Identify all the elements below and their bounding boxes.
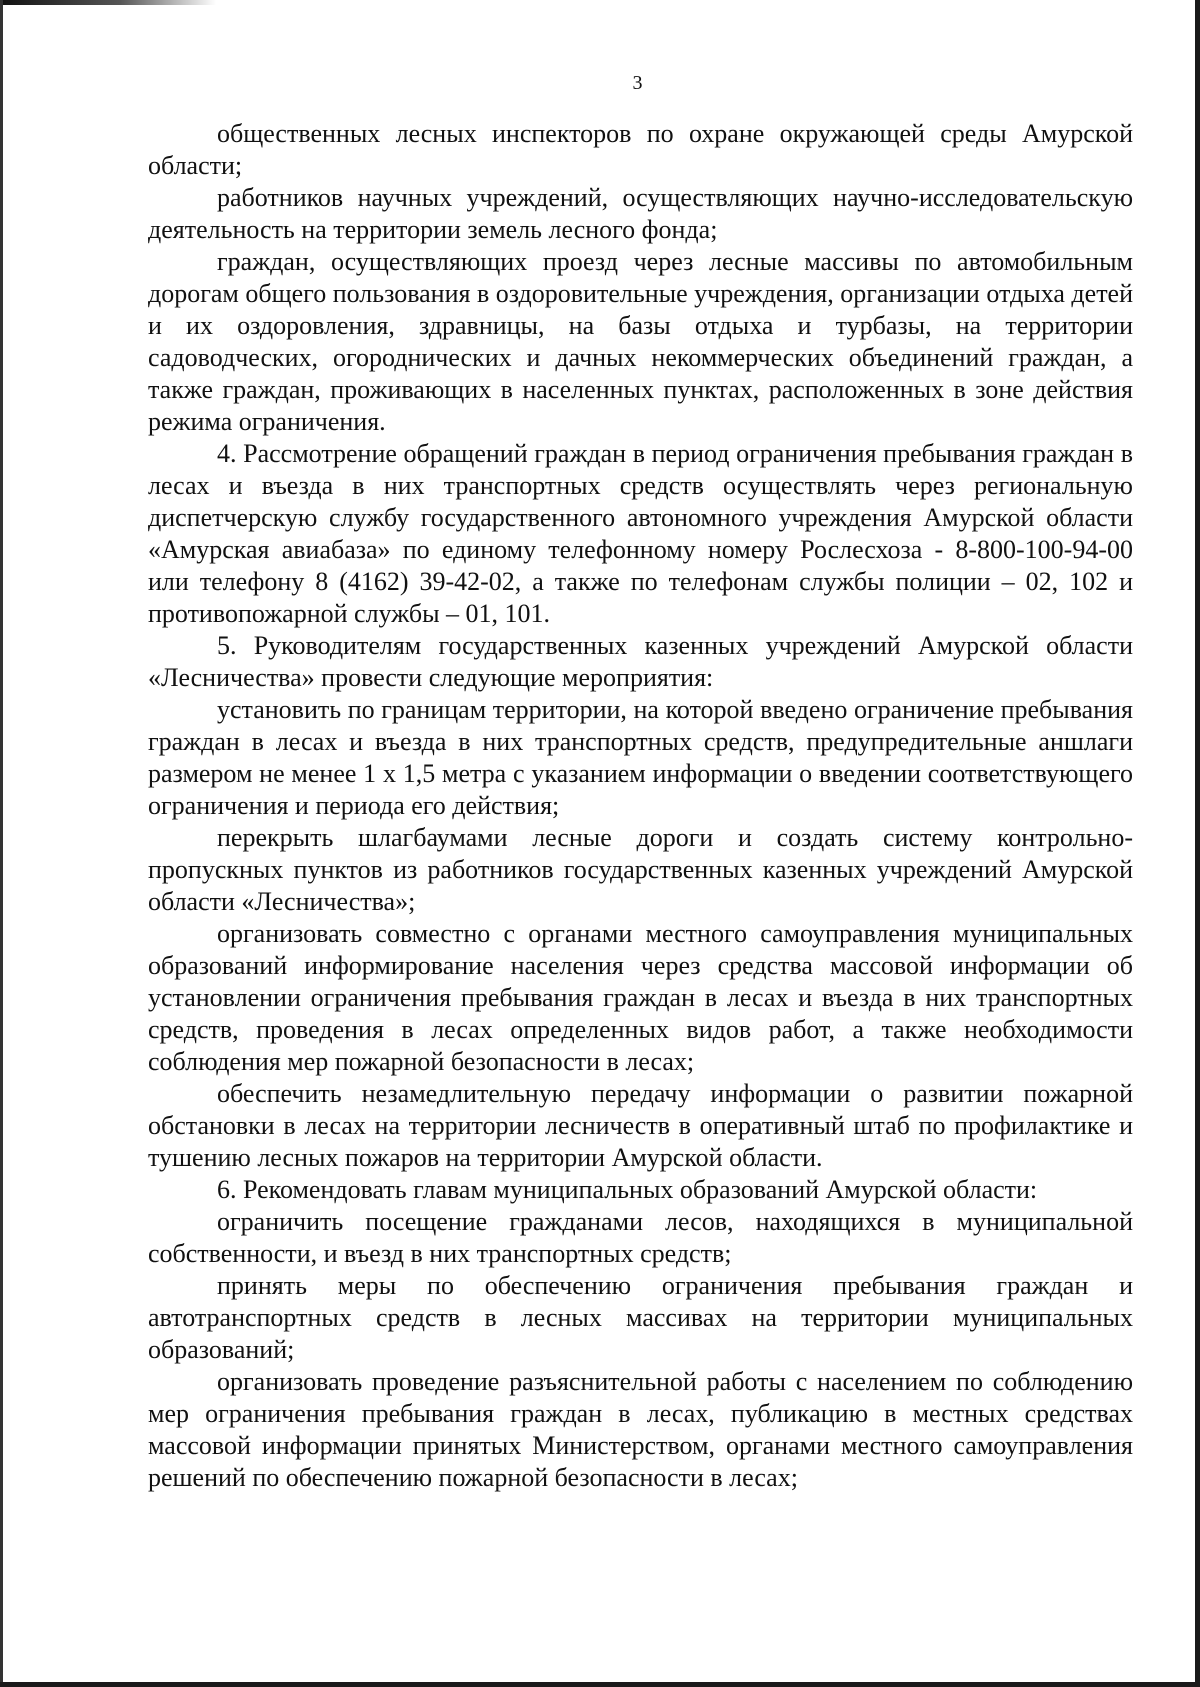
paragraph-item-6: 6. Рекомендовать главам муниципальных образований Амурской области: [217, 1175, 1038, 1204]
paragraph-block-roads: перекрыть шлагбаумами лесные дороги и создать систему контрольно-пропускных пунктов из работников государственных казенных учреждений Амурской области «Лесничества»; [148, 823, 1133, 916]
scan-edge-left [0, 0, 3, 1687]
paragraph-item-5: 5. Руководителям государственных казенных учреждений Амурской области «Лесничества» провести следующие мероприятия: [148, 631, 1133, 692]
scan-edge-top [0, 0, 1200, 5]
paragraph-inform-population: организовать совместно с органами местного самоуправления муниципальных образований информирование населения через средства массовой информации об установлении ограничения пребывания граждан в лесах и въезда в них транспортных средств, проведения в лесах определенных видов работ, а также необходимости соблюдения мер пожарной безопасности в лесах; [148, 919, 1133, 1076]
paragraph-install-signs: установить по границам территории, на которой введено ограничение пребывания граждан в лесах и въезда в них транспортных средств, предупредительные аншлаги размером не менее 1 х 1,5 метра с указанием информации о введении соответствующего ограничения и периода его действия; [148, 695, 1133, 820]
paragraph-transfer-information: обеспечить незамедлительную передачу информации о развитии пожарной обстановки в лесах на территории лесничеств в оперативный штаб по профилактике и тушению лесных пожаров на территории Амурской области. [148, 1079, 1133, 1172]
paragraph-forest-inspectors: общественных лесных инспекторов по охране окружающей среды Амурской области; [148, 119, 1133, 180]
page-number: 3 [632, 72, 643, 94]
paragraph-citizens-transit: граждан, осуществляющих проезд через лесные массивы по автомобильным дорогам общего пользования в оздоровительные учреждения, организации отдыха детей и их оздоровления, здравницы, на базы отдыха и турбазы, на территории садоводческих, огороднических и дачных некоммерческих объединений граждан, а также граждан, проживающих в населенных пунктах, расположенных в зоне действия режима ограничения. [148, 247, 1134, 436]
paragraph-limit-visits: ограничить посещение гражданами лесов, находящихся в муниципальной собственности, и въезд в них транспортных средств; [148, 1207, 1133, 1268]
paragraph-research-workers: работников научных учреждений, осуществляющих научно-исследовательскую деятельность на территории земель лесного фонда; [148, 183, 1133, 244]
paragraph-take-measures: принять меры по обеспечению ограничения пребывания граждан и автотранспортных средств в лесных массивах на территории муниципальных образований; [148, 1271, 1133, 1364]
scan-edge-right [1195, 0, 1200, 1687]
scan-edge-bottom [0, 1682, 1200, 1687]
paragraph-explanatory-work: организовать проведение разъяснительной работы с населением по соблюдению мер ограничения пребывания граждан в лесах, публикацию в местных средствах массовой информации принятых Министерством, органами местного самоуправления решений по обеспечению пожарной безопасности в лесах; [148, 1367, 1133, 1492]
document-body [148, 118, 1133, 1494]
paragraph-item-4: 4. Рассмотрение обращений граждан в период ограничения пребывания граждан в лесах и въезда в них транспортных средств осуществлять через региональную диспетчерскую службу государственного автономного учреждения Амурской области «Амурская авиабаза» по единому телефонному номеру Рослесхоза - 8-800-100-94-00 или телефону 8 (4162) 39-42-02, а также по телефонам службы полиции – 02, 102 и противопожарной службы – 01, 101. [148, 439, 1133, 628]
